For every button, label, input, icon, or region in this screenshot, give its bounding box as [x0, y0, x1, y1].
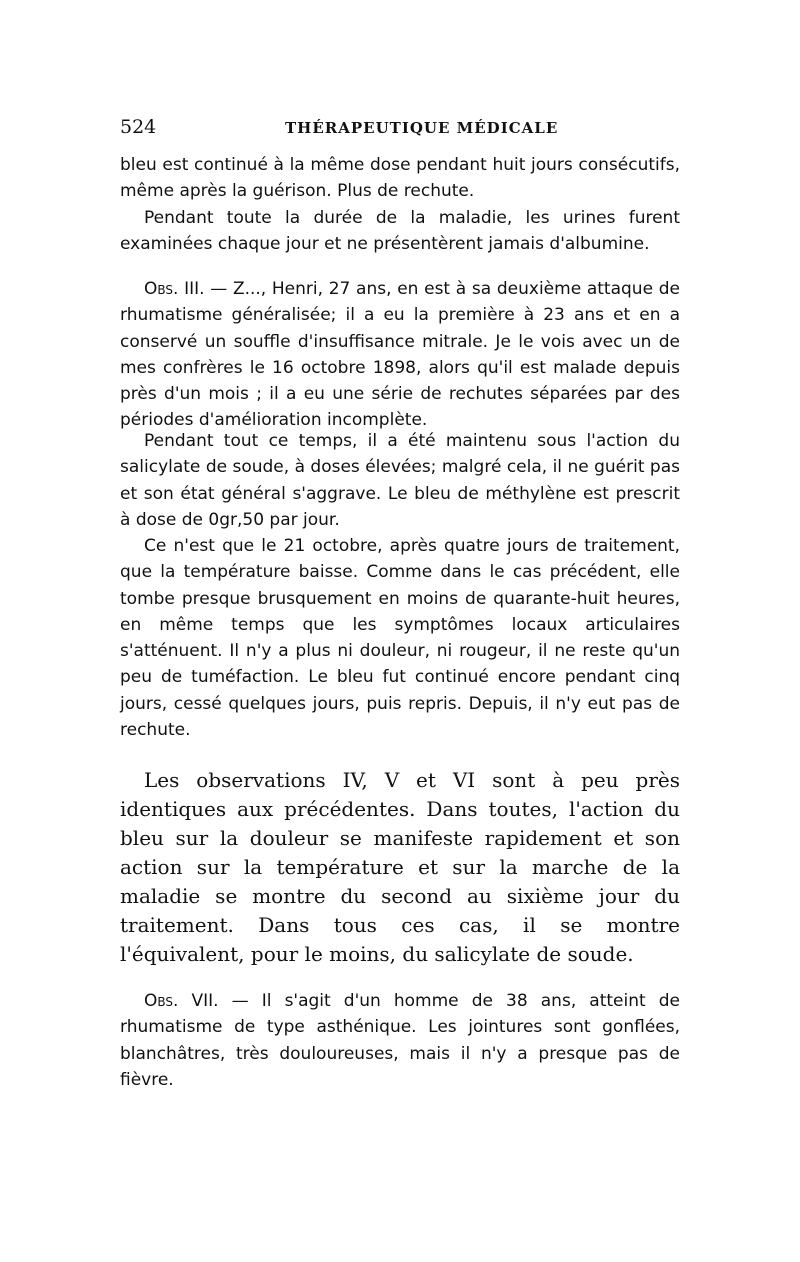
running-title: THÉRAPEUTIQUE MÉDICALE	[285, 119, 559, 137]
paragraph-salicylate: Pendant tout ce temps, il a été maintenu sous l'action du salicylate de soude, à doses élevées; malgré cela, il ne guérit pas et son état général s'aggrave. Le bleu de méthylène est prescrit à dose de 0gr,50 par jour.	[120, 431, 680, 530]
paragraph-21-octobre: Ce n'est que le 21 octobre, après quatre jours de traitement, que la température baisse. Comme dans le cas précédent, elle tombe presque brusquement en moins de quarante-huit heures, en même temps que les symptômes locaux articulaires s'atténuent. Il n'y a plus ni douleur, ni rougeur, il ne reste qu'un peu de tuméfaction. Le bleu fut continué encore pendant cinq jours, cessé quelques jours, puis repris. Depuis, il n'y eut pas de rechute.	[120, 536, 680, 741]
paragraph-urines: Pendant toute la durée de la maladie, les urines furent examinées chaque jour et ne présentèrent jamais d'albumine.	[120, 208, 680, 255]
obs-3-label: Obs. III.	[144, 279, 205, 299]
obs-7-label: Obs. VII.	[144, 991, 219, 1011]
paragraph-continuation: bleu est continué à la même dose pendant huit jours consécutifs, même après la guérison. Plus de rechute.	[120, 155, 680, 202]
page-number: 524	[120, 116, 157, 138]
paragraph-observations-4-5-6: Les observations IV, V et VI sont à peu près identiques aux précédentes. Dans toutes, l'action du bleu sur la douleur se manifeste rapidement et son action sur la température et sur la marche de la maladie se montre du second au sixième jour du traitement. Dans tous ces cas, il se montre l'équivalent, pour le moins, du salicylate de soude.	[120, 768, 680, 966]
page-header	[120, 116, 680, 142]
paragraph-obs-3: Obs. III. — Z..., Henri, 27 ans, en est à sa deuxième attaque de rhumatisme généralisée; il a eu la première à 23 ans et en a conservé un souffle d'insuffisance mitrale. Je le vois avec un de mes confrères le 16 octobre 1898, alors qu'il est malade depuis près d'un mois ; il a eu une série de rechutes séparées par des périodes d'amélioration incomplète.	[120, 279, 680, 431]
paragraph-obs-7: Obs. VII. — Il s'agit d'un homme de 38 ans, atteint de rhumatisme de type asthénique. Les jointures sont gonflées, blanchâtres, très douloureuses, mais il n'y a presque pas de fièvre.	[120, 991, 681, 1090]
